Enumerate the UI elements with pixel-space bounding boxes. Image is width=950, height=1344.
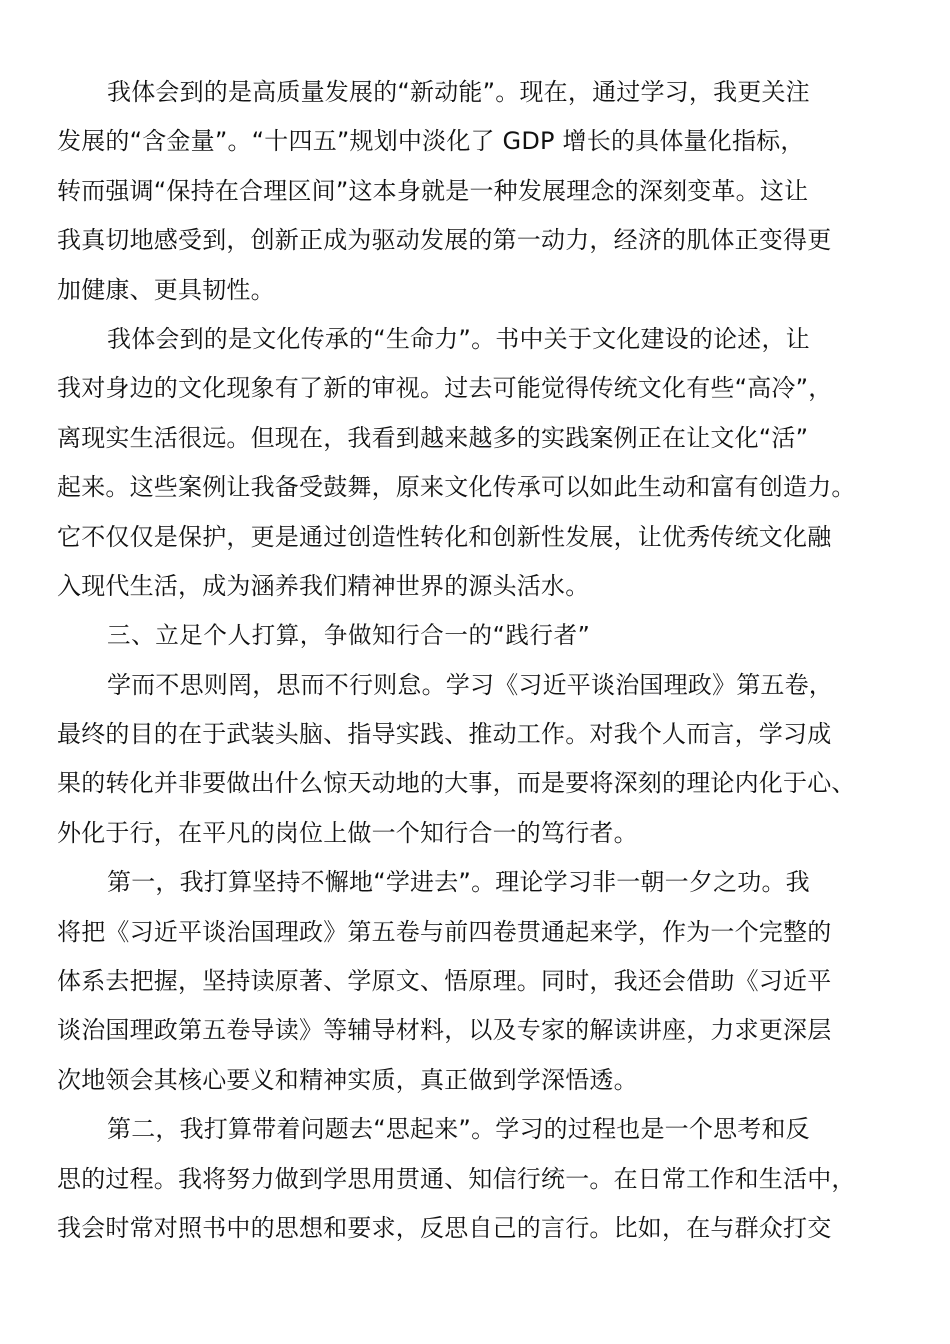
text-line: 外化于行，在平凡的岗位上做一个知行合一的笃行者。 — [57, 818, 638, 847]
text-line: 我体会到的是高质量发展的“新动能”。现在，通过学习，我更关注 — [107, 78, 810, 106]
text-line: 第一，我打算坚持不懈地“学进去”。理论学习非一朝一夕之功。我 — [107, 868, 810, 897]
text-line: 将把《习近平谈治国理政》第五卷与前四卷贯通起来学，作为一个完整的 — [57, 917, 832, 946]
text-line: 我会时常对照书中的思想和要求，反思自己的言行。比如，在与群众打交 — [57, 1213, 832, 1242]
paragraph-cultural-vitality — [57, 315, 897, 611]
text-line: 学而不思则罔，思而不行则怠。学习《习近平谈治国理政》第五卷， — [107, 670, 833, 699]
paragraph-second-plan — [57, 1105, 897, 1253]
text-line: 我对身边的文化现象有了新的审视。过去可能觉得传统文化有些“高冷”， — [57, 374, 833, 403]
paragraph-new-momentum — [57, 68, 897, 315]
text-line: 次地领会其核心要义和精神实质，真正做到学深悟透。 — [57, 1065, 638, 1094]
document-body — [57, 68, 897, 1253]
text-line: 思的过程。我将努力做到学思用贯通、知信行统一。在日常工作和生活中， — [57, 1164, 856, 1193]
text-line: 体系去把握，坚持读原著、学原文、悟原理。同时，我还会借助《习近平 — [57, 967, 832, 996]
text-line: 最终的目的在于武装头脑、指导实践、推动工作。对我个人而言，学习成 — [57, 720, 832, 749]
text-line: 起来。这些案例让我备受鼓舞，原来文化传承可以如此生动和富有创造力。 — [57, 473, 856, 502]
text-line: 我真切地感受到，创新正成为驱动发展的第一动力，经济的肌体正变得更 — [57, 226, 832, 255]
text-line: 转而强调“保持在合理区间”这本身就是一种发展理念的深刻变革。这让 — [57, 176, 809, 205]
text-line: 它不仅仅是保护，更是通过创造性转化和创新性发展，让优秀传统文化融 — [57, 522, 832, 551]
text-line: 离现实生活很远。但现在，我看到越来越多的实践案例正在让文化“活” — [57, 423, 809, 452]
text-line: 第二，我打算带着问题去“思起来”。学习的过程也是一个思考和反 — [107, 1115, 810, 1144]
paragraph-learning-purpose — [57, 661, 897, 859]
section-heading-three — [57, 611, 897, 660]
paragraph-first-plan — [57, 858, 897, 1105]
text-line: 谈治国理政第五卷导读》等辅导材料，以及专家的解读讲座，力求更深层 — [57, 1016, 832, 1045]
text-line: 果的转化并非要做出什么惊天动地的大事，而是要将深刻的理论内化于心、 — [57, 769, 856, 798]
text-line: 入现代生活，成为涵养我们精神世界的源头活水。 — [57, 571, 590, 600]
text-line: 我体会到的是文化传承的“生命力”。书中关于文化建设的论述，让 — [107, 324, 810, 353]
text-line: 发展的“含金量”。“十四五”规划中淡化了 GDP 增长的具体量化指标， — [57, 127, 805, 156]
text-line: 加健康、更具韧性。 — [57, 275, 275, 304]
section-heading-text: 三、立足个人打算，争做知行合一的“践行者” — [107, 621, 591, 650]
